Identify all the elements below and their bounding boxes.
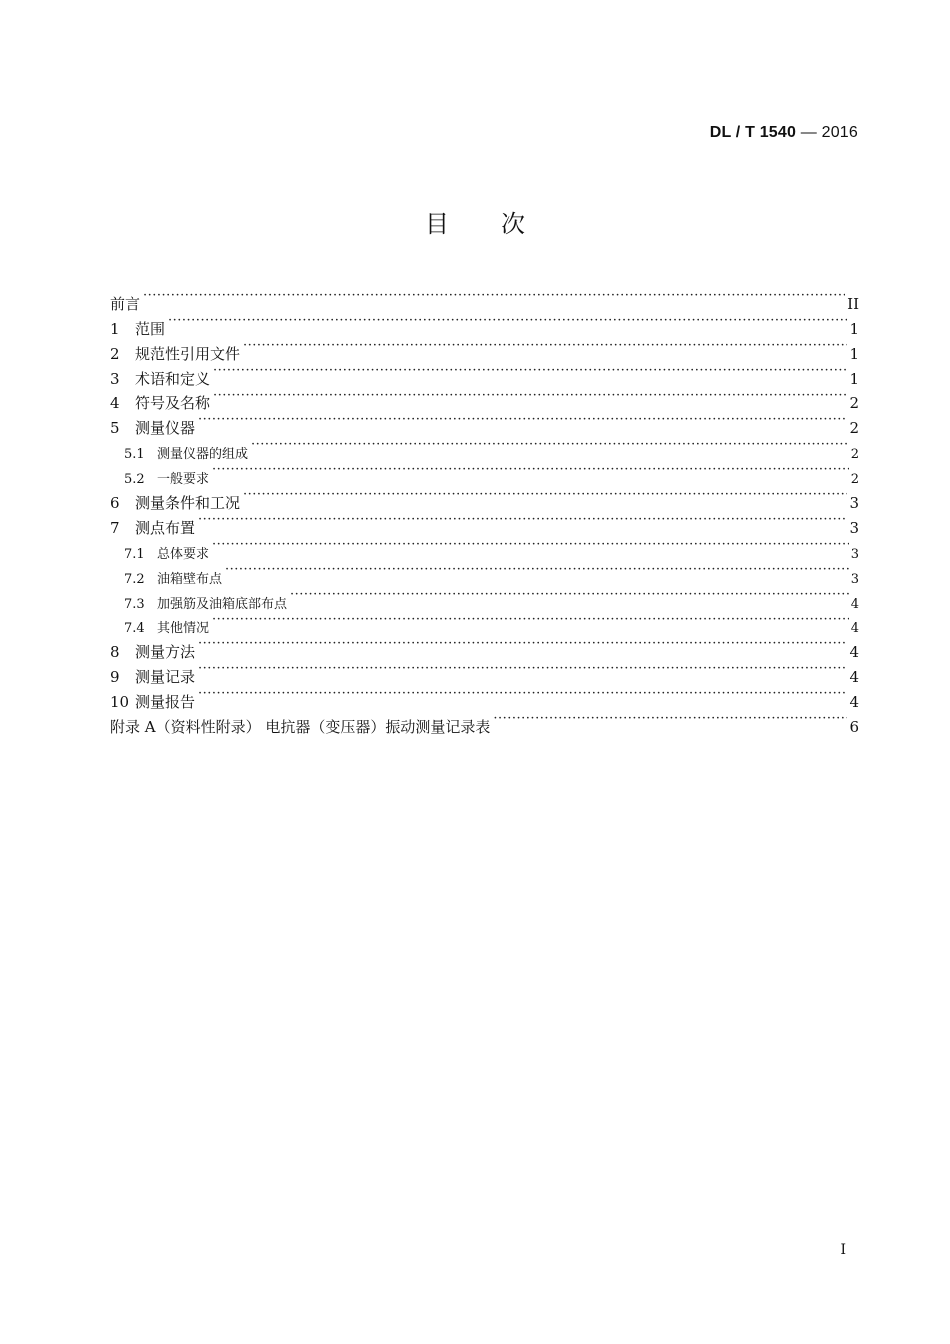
toc-entry-number: 7.3 xyxy=(124,596,145,612)
toc-leader-dots xyxy=(198,632,847,657)
toc-entry-page: 3 xyxy=(849,494,859,513)
toc-entry-label: 总体要求 xyxy=(157,546,210,562)
toc-entry-number: 4 xyxy=(110,394,120,413)
toc-entry-page: 3 xyxy=(850,546,859,562)
toc-entry-page: 2 xyxy=(850,447,859,463)
toc-entry-number: 1 xyxy=(110,319,120,338)
table-of-contents xyxy=(110,284,859,737)
toc-entry-page: 4 xyxy=(849,643,859,662)
toc-entry-page: 2 xyxy=(850,472,859,488)
toc-entry[interactable] xyxy=(110,707,859,737)
toc-entry-label: 测量报告 xyxy=(135,693,196,712)
toc-entry-number: 5 xyxy=(110,419,120,438)
toc-entry-page: 3 xyxy=(849,518,859,537)
toc-entry-number: 3 xyxy=(110,369,120,388)
toc-entry-page: 1 xyxy=(849,319,859,338)
toc-entry-number: 7.4 xyxy=(124,621,145,637)
toc-entry[interactable] xyxy=(110,533,859,562)
standard-code xyxy=(710,124,858,142)
toc-entry[interactable] xyxy=(110,682,859,712)
toc-entry-label: 术语和定义 xyxy=(135,369,211,388)
toc-entry-page: 4 xyxy=(850,621,859,637)
toc-entry[interactable] xyxy=(110,408,859,438)
page-title-part2: 次 xyxy=(501,210,525,238)
toc-leader-dots xyxy=(198,657,847,682)
toc-leader-dots xyxy=(198,408,847,433)
toc-leader-dots xyxy=(198,682,847,707)
toc-entry-label: 测量仪器的组成 xyxy=(157,447,249,463)
toc-entry-label: 前言 xyxy=(110,294,141,313)
toc-entry[interactable] xyxy=(110,433,859,463)
toc-entry-label: 油箱壁布点 xyxy=(157,571,223,587)
toc-entry-number: 7 xyxy=(110,518,120,537)
toc-leader-dots xyxy=(168,309,847,334)
toc-entry-label: 规范性引用文件 xyxy=(135,344,241,363)
toc-entry-number: 10 xyxy=(110,693,130,712)
toc-entry-number: 2 xyxy=(110,344,120,363)
page-title-part1: 目 xyxy=(425,210,449,238)
toc-entry-number: 8 xyxy=(110,643,120,662)
toc-entry[interactable] xyxy=(110,608,859,637)
toc-entry-number: 9 xyxy=(110,668,120,687)
toc-leader-dots xyxy=(290,583,849,608)
toc-entry[interactable] xyxy=(110,284,859,313)
toc-leader-dots xyxy=(243,483,847,508)
toc-entry-label: 一般要求 xyxy=(157,472,210,488)
toc-entry[interactable] xyxy=(110,309,859,338)
toc-leader-dots xyxy=(213,384,847,409)
toc-entry[interactable] xyxy=(110,632,859,662)
toc-entry-number: 7.1 xyxy=(124,546,145,562)
toc-entry[interactable] xyxy=(110,508,859,537)
toc-entry-label: 范围 xyxy=(135,319,166,338)
toc-entry-number: 5.1 xyxy=(124,447,145,463)
toc-leader-dots xyxy=(225,558,849,583)
toc-entry-page: 4 xyxy=(850,596,859,612)
toc-entry-number: 5.2 xyxy=(124,472,145,488)
toc-entry-page: 3 xyxy=(850,571,859,587)
toc-leader-dots xyxy=(213,359,847,384)
toc-entry-label: 附录 A（资料性附录） 电抗器（变压器）振动测量记录表 xyxy=(110,718,491,737)
toc-entry[interactable] xyxy=(110,334,859,363)
toc-leader-dots xyxy=(212,533,849,558)
toc-entry-page: 1 xyxy=(849,344,859,363)
toc-entry-label: 测点布置 xyxy=(135,518,196,537)
toc-entry[interactable] xyxy=(110,359,859,388)
toc-entry[interactable] xyxy=(110,558,859,587)
page-title xyxy=(0,204,950,239)
toc-entry-page: 6 xyxy=(849,718,859,737)
toc-leader-dots xyxy=(143,284,845,309)
toc-leader-dots xyxy=(243,334,847,359)
toc-entry-label: 测量仪器 xyxy=(135,419,196,438)
toc-entry[interactable] xyxy=(110,384,859,413)
toc-entry-page: 4 xyxy=(849,693,859,712)
toc-entry-label: 加强筋及油箱底部布点 xyxy=(157,596,288,612)
toc-entry[interactable] xyxy=(110,483,859,513)
toc-entry-label: 其他情况 xyxy=(157,621,210,637)
toc-entry[interactable] xyxy=(110,657,859,687)
standard-code-main: DL / T 1540 xyxy=(709,124,797,141)
toc-leader-dots xyxy=(493,707,847,732)
standard-code-year: — 2016 xyxy=(796,124,858,141)
toc-entry-number: 6 xyxy=(110,494,120,513)
toc-entry-label: 测量记录 xyxy=(135,668,196,687)
page-number: I xyxy=(840,1242,846,1258)
toc-entry-label: 测量条件和工况 xyxy=(135,494,241,513)
toc-entry-page: 4 xyxy=(849,668,859,687)
toc-entry-page: 2 xyxy=(849,419,859,438)
toc-entry-page: II xyxy=(847,294,859,313)
toc-leader-dots xyxy=(198,508,847,533)
toc-entry-label: 测量方法 xyxy=(135,643,196,662)
toc-entry-label: 符号及名称 xyxy=(135,394,211,413)
toc-leader-dots xyxy=(212,458,849,483)
toc-entry-number: 7.2 xyxy=(124,571,145,587)
toc-leader-dots xyxy=(251,433,849,458)
toc-entry[interactable] xyxy=(110,458,859,488)
toc-entry-page: 1 xyxy=(849,369,859,388)
toc-leader-dots xyxy=(212,608,849,633)
toc-entry-page: 2 xyxy=(849,394,859,413)
